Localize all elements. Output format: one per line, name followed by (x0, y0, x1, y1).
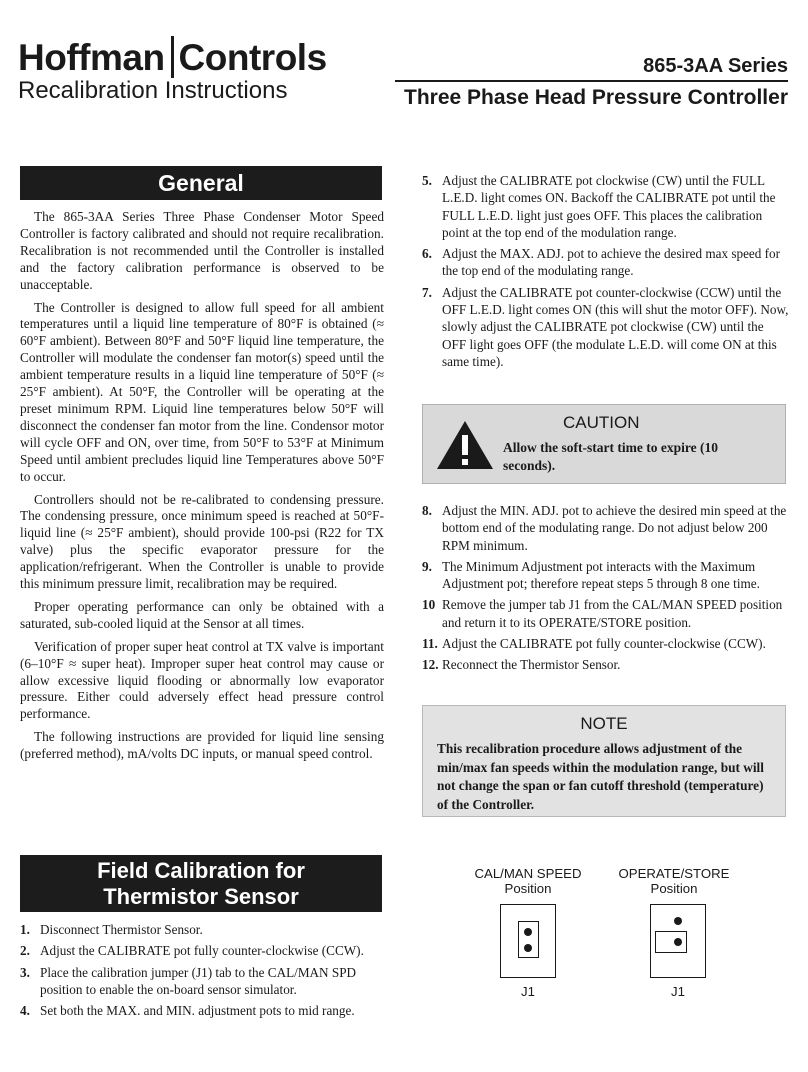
general-paragraph: Verification of proper super heat control at TX valve is important (6–10°F ≈ super heat). Improper super heat control may cause or allow excessive liquid flooding or abnormally low evaporator pressure. Either could adversely effect head pressure control performance. (20, 638, 384, 722)
brand-logo (18, 36, 327, 78)
cal-man-speed-label-line1: CAL/MAN SPEED (474, 866, 582, 881)
step-text: Adjust the CALIBRATE pot fully counter-clockwise (CCW). (40, 943, 364, 959)
jumper-label: J1 (521, 984, 535, 999)
jumper-pin (674, 938, 682, 946)
step-text: Remove the jumper tab J1 from the CAL/MAN SPEED position and return it to its OPERATE/STORE position. (442, 597, 783, 630)
jumper-pin (524, 944, 532, 952)
calibration-steps-left (20, 921, 384, 1023)
step-item (20, 1002, 384, 1019)
field-calibration-heading-line2: Thermistor Sensor (103, 884, 299, 909)
step-text: Adjust the CALIBRATE pot counter-clockwise (CCW) until the OFF L.E.D. light comes ON (this will shut the motor OFF). Now, slowly adjust the CALIBRATE pot clockwise (CW) until the OFF light goes OFF (the modulate L.E.D. will come ON at this same time). (442, 284, 789, 369)
note-text: This recalibration procedure allows adjustment of the min/max fan speeds within the modulation range, but will not change the span or fan cutoff threshold (temperature) of the Controller. (437, 741, 764, 812)
general-paragraph: Proper operating performance can only be obtained with a saturated, sub-cooled liquid at the Sensor at all times. (20, 598, 384, 631)
general-body (20, 209, 384, 769)
operate-store-label-line1: OPERATE/STORE (618, 866, 730, 881)
jumper-tab (518, 921, 539, 958)
product-title: Three Phase Head Pressure Controller (404, 86, 788, 109)
step-item (20, 921, 384, 938)
cal-man-speed-label-line2: Position (504, 881, 552, 896)
general-paragraph: The 865-3AA Series Three Phase Condenser Motor Speed Controller is factory calibrated and should not require recalibration. Recalibration is not recommended until the Controller is installed and the factory calibration performance is observed to be unacceptable. (20, 209, 384, 292)
caution-text: Allow the soft-start time to expire (10 seconds). (503, 440, 718, 473)
operate-store-label (604, 866, 744, 896)
jumper-label: J1 (671, 984, 685, 999)
step-number: 4. (20, 1003, 30, 1019)
step-item (422, 596, 790, 631)
step-number: 12. (422, 657, 439, 673)
brand-name-right: Controls (178, 37, 327, 78)
step-text: Disconnect Thermistor Sensor. (40, 922, 203, 937)
step-item (422, 635, 790, 652)
jumper-pin (674, 917, 682, 925)
caution-title: CAUTION (563, 413, 640, 432)
step-number: 3. (20, 964, 30, 980)
step-text: Adjust the CALIBRATE pot fully counter-clockwise (CCW). (442, 636, 766, 652)
step-text: Reconnect the Thermistor Sensor. (442, 657, 621, 673)
note-box (422, 705, 786, 817)
jumper-diagram-cal-man (500, 904, 556, 978)
step-number: 7. (422, 284, 432, 300)
jumper-diagram-operate-store (650, 904, 706, 978)
brand-divider (171, 36, 174, 78)
document-subtitle: Recalibration Instructions (18, 77, 288, 104)
step-item (422, 284, 790, 370)
step-number: 9. (422, 558, 432, 574)
general-paragraph: The Controller is designed to allow full speed for all ambient temperatures until a liquid line temperature of 80°F is obtained (≈ 60°F ambient). Between 80°F and 50°F liquid line temperature, the Controller will modulate the condenser fan motor(s) speed until the ambient temperature results in a liquid line temperature of 50°F (≈ 25°F ambient). At 50°F, the Controller will be operating at the preset minimum RPM. Liquid line temperatures below 50°F will disconnect the condenser fan motor from the line. Condensor motor will cycle OFF and ON, over time, from 50°F to 53°F at Minimum Speed until ambient precludes liquid line Temperatures above 50°F to occur. (20, 299, 384, 484)
step-text: Adjust the MIN. ADJ. pot to achieve the desired min speed at the bottom end of the modulating range. Do not adjust below 200 RPM minimum. (442, 503, 787, 553)
step-item (20, 964, 384, 999)
step-item (422, 558, 790, 593)
field-calibration-heading (20, 855, 382, 912)
field-calibration-heading-line1: Field Calibration for (97, 858, 305, 883)
calibration-steps-right-top (422, 172, 790, 374)
product-series: 865-3AA Series (643, 55, 788, 77)
step-number: 11. (422, 636, 438, 652)
brand-name-left: Hoffman (18, 37, 165, 78)
step-text: The Minimum Adjustment pot interacts with the Maximum Adjustment pot; therefore repeat steps 5 through 8 one time. (442, 558, 760, 592)
header-divider (395, 80, 788, 82)
step-number: 10 (422, 597, 436, 613)
note-title: NOTE (580, 714, 628, 733)
general-heading: General (20, 166, 382, 200)
step-item (422, 502, 790, 554)
general-paragraph: The following instructions are provided for liquid line sensing (preferred method), mA/volts DC inputs, or manual speed control. (20, 729, 384, 762)
step-number: 6. (422, 246, 432, 262)
operate-store-label-line2: Position (650, 881, 698, 896)
step-text: Adjust the MAX. ADJ. pot to achieve the desired max speed for the top end of the modulating range. (442, 246, 781, 279)
step-text: Adjust the CALIBRATE pot clockwise (CW) until the FULL L.E.D. light comes ON. Backoff the CALIBRATE pot until the FULL L.E.D. light just goes OFF. This places the calibration point at the top end of the modulation range. (442, 173, 776, 240)
step-number: 1. (20, 922, 30, 937)
step-text: Set both the MAX. and MIN. adjustment pots to mid range. (40, 1003, 355, 1019)
step-item (422, 656, 790, 673)
jumper-pin (524, 928, 532, 936)
step-item (422, 245, 790, 280)
general-paragraph: Controllers should not be re-calibrated to condensing pressure. The condensing pressure, once minimum speed is reached at 50°F-liquid line (≈ 25°F ambient), should provide 100-psi (R22 for TX valve) plus the specific evaporator pressure for the application/refrigerant. When the Controller is unable to provide this minimum pressure limit, recalibration may be required. (20, 491, 384, 592)
calibration-steps-right-bottom (422, 502, 790, 678)
warning-triangle-icon (435, 419, 495, 471)
step-number: 2. (20, 943, 30, 959)
cal-man-speed-label (458, 866, 598, 896)
step-item (20, 942, 384, 959)
step-number: 5. (422, 173, 432, 188)
step-item (422, 172, 790, 241)
caution-box (422, 404, 786, 484)
step-text: Place the calibration jumper (J1) tab to the CAL/MAN SPD position to enable the on-board sensor simulator. (40, 964, 357, 997)
jumper-tab (655, 931, 687, 953)
step-number: 8. (422, 503, 432, 518)
